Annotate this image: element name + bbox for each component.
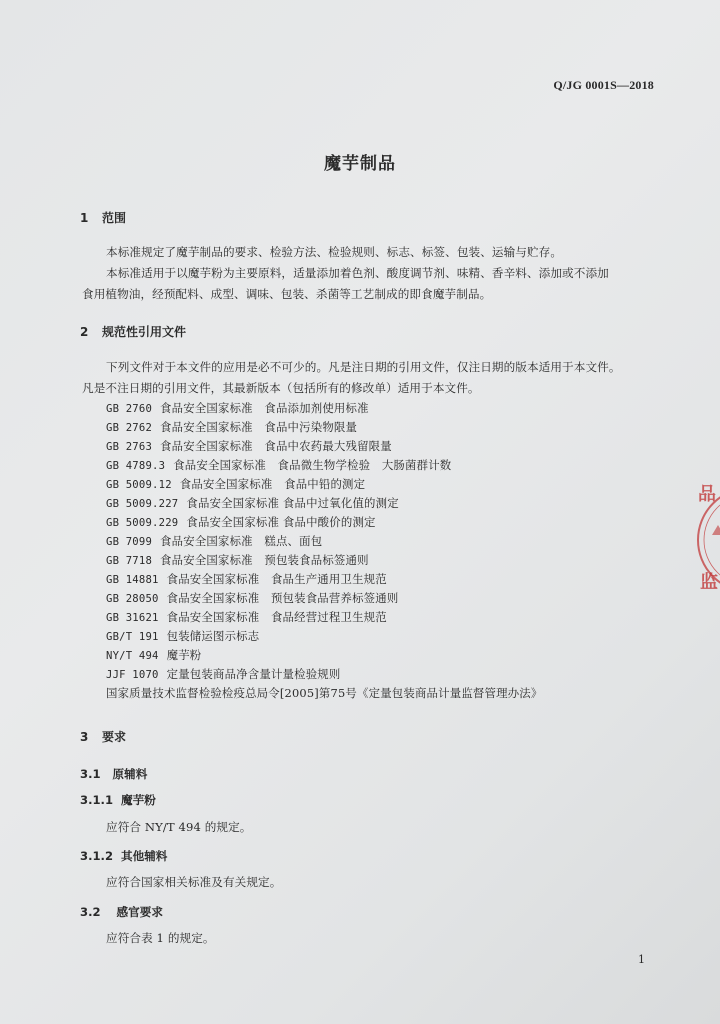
reference-code: GB 4789.3 xyxy=(106,460,166,472)
section-1-paragraph-2-line-2: 食用植物油，经预配料、成型、调味、包装、杀菌等工艺制成的即食魔芋制品。 xyxy=(82,287,492,301)
subsection-number: 3.1.1 xyxy=(80,793,114,807)
subsection-3-1-2-text: 应符合国家相关标准及有关规定。 xyxy=(106,875,282,889)
reference-item xyxy=(106,552,369,568)
subsection-title: 感官要求 xyxy=(116,905,163,919)
section-1-paragraph-1: 本标准规定了魔芋制品的要求、检验方法、检验规则、标志、标签、包装、运输与贮存。 xyxy=(106,245,563,259)
section-title: 要求 xyxy=(102,730,127,744)
reference-item xyxy=(106,571,387,587)
reference-code: GB 14881 xyxy=(106,574,159,586)
subsection-number: 3.2 xyxy=(80,905,101,919)
reference-code: GB 2762 xyxy=(106,422,153,434)
section-3-heading xyxy=(80,728,126,745)
subsection-number: 3.1 xyxy=(80,767,101,781)
reference-item xyxy=(106,438,392,454)
reference-item xyxy=(106,647,201,663)
reference-title: 食品安全国家标准 食品中铅的测定 xyxy=(179,477,366,491)
reference-title: 食品安全国家标准 食品添加剂使用标准 xyxy=(160,401,369,415)
reference-code: GB 7718 xyxy=(106,555,153,567)
reference-code: JJF 1070 xyxy=(106,669,159,681)
reference-item xyxy=(106,419,357,435)
reference-code: GB 5009.12 xyxy=(106,479,172,491)
reference-title: 食品安全国家标准 预包装食品标签通则 xyxy=(160,553,369,567)
subsection-3-1-1-heading xyxy=(80,792,156,808)
reference-item xyxy=(106,628,259,644)
page-number: 1 xyxy=(638,953,645,966)
seal-stamp xyxy=(690,440,720,640)
reference-decree: 国家质量技术监督检验检疫总局令[2005]第75号《定量包装商品计量监督管理办法》 xyxy=(106,686,543,700)
svg-text:监: 监 xyxy=(700,572,718,593)
reference-item xyxy=(106,666,341,682)
section-number: 2 xyxy=(80,325,89,339)
section-2-intro-line-2: 凡是不注日期的引用文件，其最新版本（包括所有的修改单）适用于本文件。 xyxy=(82,381,480,395)
reference-item xyxy=(106,495,399,511)
section-1-paragraph-2-line-1: 本标准适用于以魔芋粉为主要原料，适量添加着色剂、酸度调节剂、味精、香辛料、添加或不添加 xyxy=(106,266,609,280)
reference-code: GB 5009.229 xyxy=(106,517,179,529)
reference-item xyxy=(106,400,369,416)
reference-title: 魔芋粉 xyxy=(166,648,202,662)
reference-code: GB 5009.227 xyxy=(106,498,179,510)
reference-title: 食品安全国家标准 糕点、面包 xyxy=(160,534,323,548)
reference-code: GB/T 191 xyxy=(106,631,159,643)
subsection-3-1-1-text: 应符合 NY/T 494 的规定。 xyxy=(106,820,252,834)
subsection-3-2-heading xyxy=(80,904,163,920)
document-title: 魔芋制品 xyxy=(324,154,396,174)
reference-code: NY/T 494 xyxy=(106,650,159,662)
reference-item xyxy=(106,476,365,492)
reference-title: 食品安全国家标准 食品中农药最大残留限量 xyxy=(160,439,392,453)
subsection-number: 3.1.2 xyxy=(80,849,114,863)
reference-item xyxy=(106,514,376,530)
reference-title: 食品安全国家标准 食品微生物学检验 大肠菌群计数 xyxy=(173,458,452,472)
svg-text:品: 品 xyxy=(698,484,716,505)
reference-item xyxy=(106,457,451,473)
subsection-title: 其他辅料 xyxy=(121,849,168,863)
subsection-3-1-heading xyxy=(80,766,147,782)
reference-code: GB 2763 xyxy=(106,441,153,453)
subsection-3-1-2-heading xyxy=(80,848,167,864)
reference-title: 食品安全国家标准 食品生产通用卫生规范 xyxy=(166,572,387,586)
reference-code: GB 7099 xyxy=(106,536,153,548)
section-2-intro-line-1: 下列文件对于本文件的应用是必不可少的。凡是注日期的引用文件，仅注日期的版本适用于本文件。 xyxy=(106,360,621,374)
reference-title: 食品安全国家标准 食品中过氧化值的测定 xyxy=(186,496,399,510)
reference-item xyxy=(106,609,387,625)
reference-code: GB 31621 xyxy=(106,612,159,624)
subsection-title: 魔芋粉 xyxy=(121,793,156,807)
reference-title: 食品安全国家标准 食品中污染物限量 xyxy=(160,420,358,434)
reference-title: 定量包装商品净含量计量检验规则 xyxy=(166,667,341,681)
reference-code: GB 2760 xyxy=(106,403,153,415)
section-title: 规范性引用文件 xyxy=(102,325,187,339)
reference-code: GB 28050 xyxy=(106,593,159,605)
reference-title: 食品安全国家标准 食品中酸价的测定 xyxy=(186,515,376,529)
reference-item xyxy=(106,590,398,606)
section-title: 范围 xyxy=(102,211,127,225)
reference-title: 食品安全国家标准 食品经营过程卫生规范 xyxy=(166,610,387,624)
document-code: Q/JG 0001S—2018 xyxy=(553,78,654,92)
section-1-heading xyxy=(80,209,126,226)
reference-title: 包装储运图示标志 xyxy=(166,629,260,643)
reference-item xyxy=(106,533,322,549)
section-number: 3 xyxy=(80,730,89,744)
section-2-heading xyxy=(80,323,186,340)
reference-title: 食品安全国家标准 预包装食品营养标签通则 xyxy=(166,591,399,605)
section-number: 1 xyxy=(80,211,89,225)
subsection-title: 原辅料 xyxy=(112,767,148,781)
subsection-3-2-text: 应符合表 1 的规定。 xyxy=(106,931,215,945)
